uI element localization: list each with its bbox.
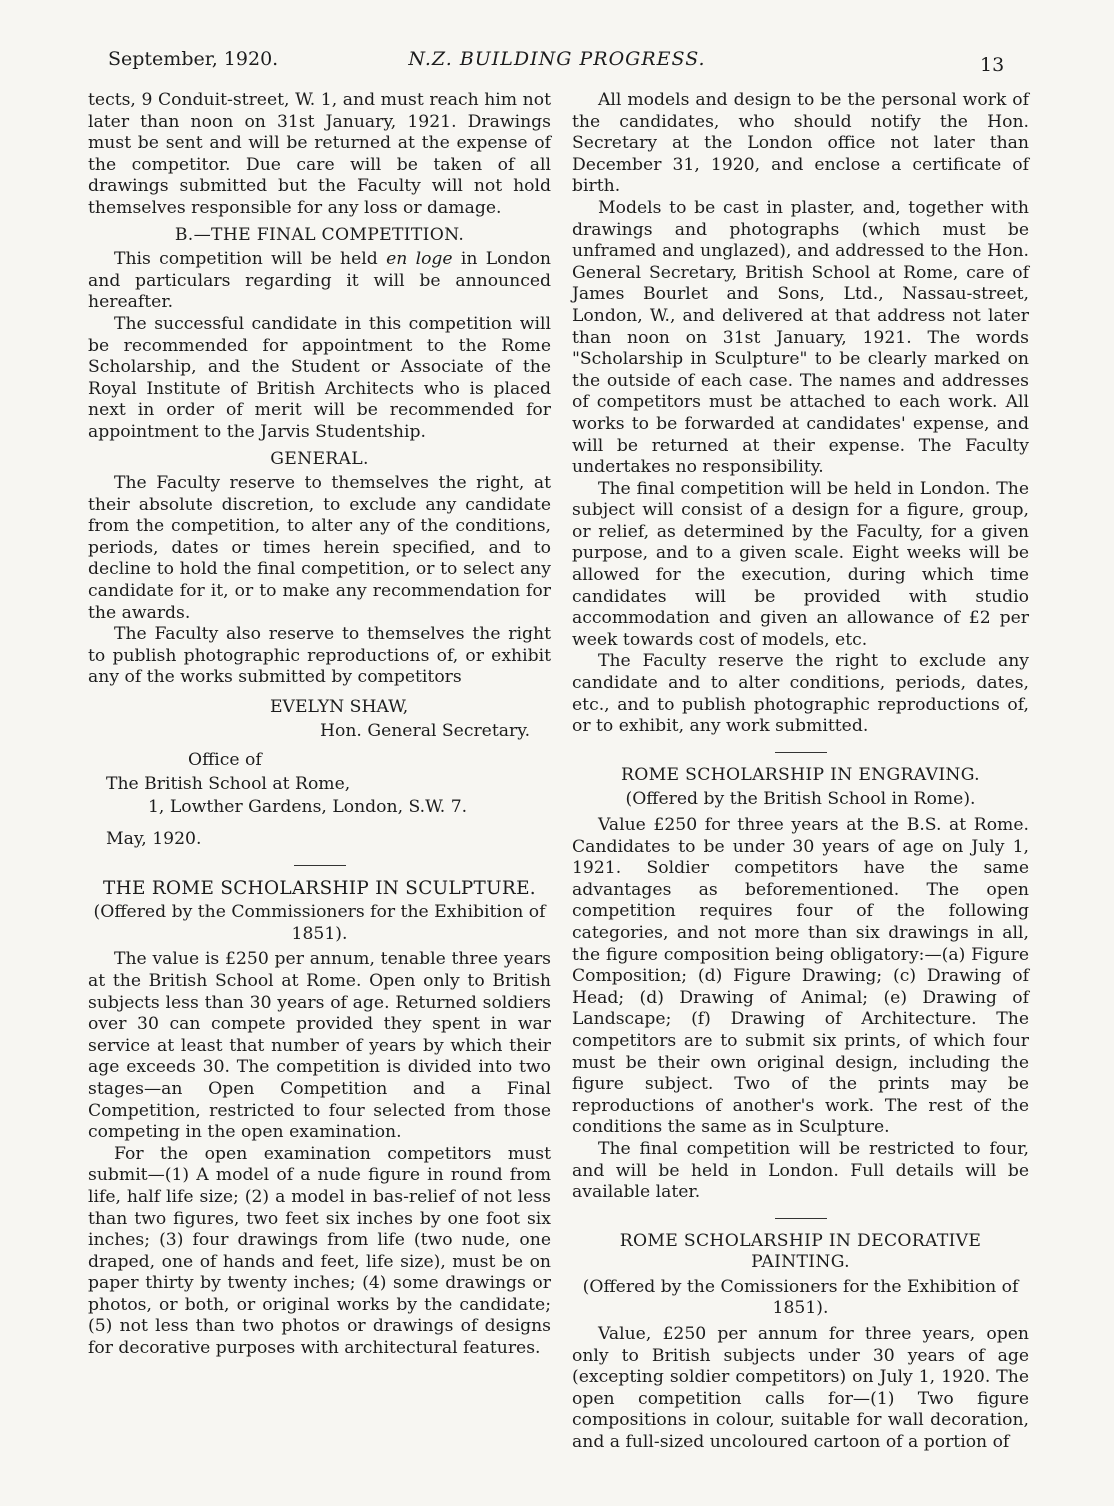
office-label: Office of [188,750,262,771]
notice-date: May, 1920. [106,829,202,849]
signatory-name: EVELYN SHAW, [270,697,409,718]
page-header [0,40,1114,80]
section-divider [294,865,346,866]
right-column [572,90,1029,1454]
section-subheading: (Offered by the Commissioners for the Exhibition of 1851). [93,902,546,944]
section-heading-general: GENERAL. [270,448,369,469]
paragraph: Value, £250 per annum for three years, open only to British subjects under 30 years of age (excepting soldier competitors) on July 1, 1920. The open competition calls for—(1) Two figure compositions in colour, suitable for wall decoration, and a full-sized uncoloured cartoon of a portion of [572,1324,1029,1453]
paragraph: For the open examination competitors must submit—(1) A model of a nude figure in round from life, half life size; (2) a model in bas-relief of not less than two figures, two feet six inches by one foot six inches; (3) four drawings from life (two nude, one draped, one of hands and feet, life size), must be on paper thirty by twenty inches; (4) some drawings or photos, or both, or original works by the candidate; (5) not less than two photos or drawings of designs for decorative purposes with architectural features. [88,1143,551,1359]
paragraph: All models and design to be the personal work of the candidates, who should notify the Hon. Secretary at the London office not later than December 31, 1920, and enclose a certificate of birth. [572,90,1029,197]
paragraph: This competition will be held en loge in London and particulars regarding it will be announced hereafter. [88,249,551,313]
school-address: 1, Lowther Gardens, London, S.W. 7. [148,797,468,818]
section-subheading: (Offered by the British School in Rome). [625,789,976,810]
section-heading-final-competition: B.—THE FINAL COMPETITION. [174,224,465,245]
paragraph: Value £250 for three years at the B.S. at Rome. Candidates to be under 30 years of age on July 1, 1921. Soldier competitors have the same advantages as beforementioned. The open competition requires four of the following categories, and not more than six drawings in all, the figure composition being obligatory:—(a) Figure Composition; (d) Figure Drawing; (c) Drawing of Head; (d) Drawing of Animal; (e) Drawing of Landscape; (f) Drawing of Architecture. The competitors are to submit six prints, of which four must be their own original design, including the figure subject. Two of the prints may be reproductions of another's work. The rest of the conditions the same as in Sculpture. [572,815,1029,1138]
section-divider [775,752,827,753]
signatory-title: Hon. General Secretary. [320,720,531,741]
paragraph: Models to be cast in plaster, and, together with drawings and photographs (which must be unframed and unglazed), and addressed to the Hon. General Secretary, British School at Rome, care of James Bourlet and Sons, Ltd., Nassau-street, London, W., and delivered at that address not later than noon on 31st January, 1921. The words "Scholarship in Sculpture" to be clearly marked on the outside of each case. The names and addresses of competitors must be attached to each work. All works to be forwarded at candidates' expense, and will be returned at their expense. The Faculty undertakes no responsibility. [572,197,1029,478]
paragraph: The final competition will be restricted to four, and will be held in London. Full details will be available later. [572,1138,1029,1203]
page-number: 13 [980,54,1005,76]
journal-title: N.Z. BUILDING PROGRESS. [408,48,706,70]
paragraph: The Faculty reserve to themselves the right, at their absolute discretion, to exclude any candidate from the competition, to alter any of the conditions, periods, dates or times herein specified, and to decline to hold the final competition, or to select any candidate for it, or to make any recommendation for the awards. [88,473,551,623]
section-divider [775,1218,827,1219]
section-subheading: (Offered by the Comissioners for the Exhibition of 1851). [582,1276,1019,1319]
paragraph: The Faculty reserve the right to exclude any candidate and to alter conditions, periods, dates, etc., and to publish photographic reproductions of, or to exhibit, any work submitted. [572,651,1029,737]
paragraph: The successful candidate in this competition will be recommended for appointment to the Rome Scholarship, and the Student or Associate of the Royal Institute of British Architects who is placed next in order of merit will be recommended for appointment to the Jarvis Studentship. [88,313,551,442]
section-heading-sculpture: THE ROME SCHOLARSHIP IN SCULPTURE. [103,877,536,899]
left-column [88,90,551,1360]
paragraph: The value is £250 per annum, tenable three years at the British School at Rome. Open only to British subjects less than 30 years of age. Returned soldiers over 30 can compete provided they spent in war service at least that number of years by which their age exceeds 30. The competition is divided into two stages—an Open Competition and a Final Competition, restricted to four selected from those competing in the open examination. [88,949,551,1143]
paragraph: The final competition will be held in London. The subject will consist of a design for a figure, group, or relief, as determined by the Faculty, for a given purpose, and to a given scale. Eight weeks will be allowed for the execution, during which time candidates will be provided with studio accommodation and given an allowance of £2 per week towards cost of models, etc. [572,478,1029,650]
issue-date: September, 1920. [108,48,279,70]
section-heading-engraving: ROME SCHOLARSHIP IN ENGRAVING. [621,764,980,785]
school-name: The British School at Rome, [106,773,351,794]
paragraph: The Faculty also reserve to themselves the right to publish photographic reproductions of, or exhibit any of the works submitted by competitors [88,624,551,688]
paragraph: tects, 9 Conduit-street, W. 1, and must reach him not later than noon on 31st January, 1921. Drawings must be sent and will be returned at the expense of the competitor. Due care will be taken of all drawings submitted but the Faculty will not hold themselves responsible for any loss or damage. [88,90,551,218]
section-heading-decorative-painting: ROME SCHOLARSHIP IN DECORATIVE PAINTING. [619,1230,982,1273]
